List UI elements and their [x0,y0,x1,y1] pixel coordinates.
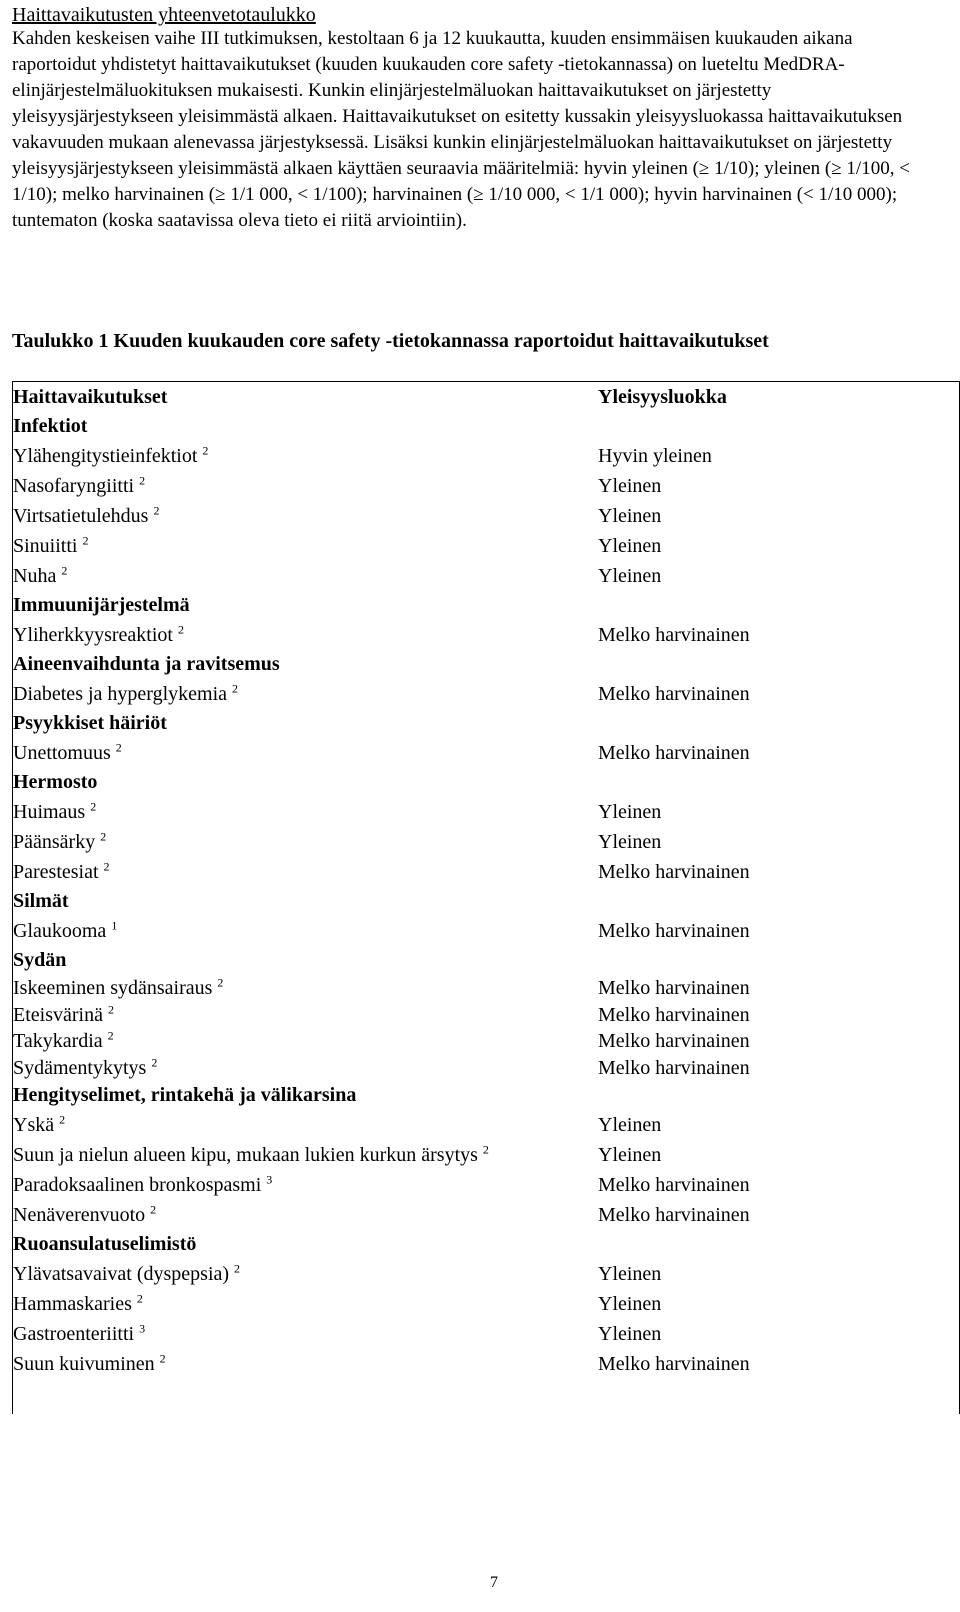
frequency-cell: Melko harvinainen [598,683,750,705]
frequency-cell: Yleinen [598,1293,662,1315]
table-row [13,1028,959,1055]
reaction-cell [13,1170,272,1200]
frequency-cell: Yleinen [598,535,662,557]
reaction-term: Diabetes ja hyperglykemia [13,683,228,705]
frequency-cell: Melko harvinainen [598,861,750,883]
footnote-ref: 2 [59,1112,66,1127]
reaction-term: Suun kuivuminen [13,1353,155,1375]
reaction-cell [13,827,106,857]
reaction-cell [13,1028,114,1055]
table-body [13,412,959,1379]
frequency-cell: Melko harvinainen [598,1003,750,1026]
reaction-term: Huimaus [13,801,86,823]
footnote-ref: 2 [136,1291,143,1306]
table-row [13,561,959,591]
table-row [13,1200,959,1230]
reaction-cell [13,1259,240,1289]
table-row [13,531,959,561]
reaction-cell [13,1110,65,1140]
footnote-ref: 1 [111,918,118,933]
table-row [13,1002,959,1029]
frequency-cell: Yleinen [598,801,662,823]
reaction-term: Päänsärky [13,831,96,853]
footnote-ref: 2 [234,1261,241,1276]
reaction-cell [13,561,67,591]
frequency-cell: Yleinen [598,1144,662,1166]
reaction-term: Sinuiitti [13,535,78,557]
reaction-cell [13,620,184,650]
category-name: Infektiot [13,415,88,437]
footnote-ref: 2 [159,1351,166,1366]
category-name: Immuunijärjestelmä [13,594,190,616]
reaction-cell [13,471,145,501]
reaction-term: Virtsatietulehdus [13,505,149,527]
reaction-term: Takykardia [13,1030,103,1052]
footnote-ref: 2 [150,1202,157,1217]
reaction-term: Nasofaryngiitti [13,475,135,497]
category-name: Hermosto [13,771,98,793]
intro-text: Kahden keskeisen vaihe III tutkimuksen, kestoltaan 6 ja 12 kuukautta, kuuden ensimmäisen kuukauden aikana raportoidut yhdistetyt haittavaikutukset (kuuden kuukauden core safety -tietokannassa) on lueteltu MedDRA-elinjärjestelmäluokituksen mukaisesti. Kunkin elinjärjestelmäluokan haittavaikutukset on järjestetty yleisyysjärjestykseen yleisimmästä alkaen. Haittavaikutukset on esitetty kussakin yleisyysluokassa haittavaikutuksen vakavuuden mukaan alenevassa järjestyksessä. Lisäksi kunkin elinjärjestelmäluokan haittavaikutukset on järjestetty yleisyysjärjestykseen yleisimmästä alkaen käyttäen seuraavia määritelmiä: hyvin yleinen (≥ 1/10); yleinen (≥ 1/100, < 1/10); melko harvinainen (≥ 1/1 000, < 1/100); harvinainen (≥ 1/10 000, < 1/1 000); hyvin harvinainen (< 1/10 000); tuntematon (koska saatavissa oleva tieto ei riitä arviointiin). [12,28,910,231]
reaction-term: Parestesiat [13,861,99,883]
reaction-cell [13,738,122,768]
reaction-term: Nuha [13,565,57,587]
frequency-cell: Melko harvinainen [598,920,750,942]
reaction-term: Unettomuus [13,742,111,764]
reaction-cell [13,857,110,887]
category-name: Hengityselimet, rintakehä ja välikarsina [13,1084,357,1106]
reaction-term: Yskä [13,1114,55,1136]
table-row [13,797,959,827]
table-row [13,738,959,768]
footnote-ref: 2 [139,473,146,488]
frequency-cell: Yleinen [598,1323,662,1345]
table-row [13,1110,959,1140]
reaction-term: Ylävatsavaivat (dyspepsia) [13,1263,230,1285]
frequency-cell: Yleinen [598,831,662,853]
reaction-term: Ylähengitystieinfektiot [13,445,198,467]
reaction-cell [13,501,159,531]
reaction-term: Yliherkkyysreaktiot [13,624,173,646]
category-name: Sydän [13,949,67,971]
footnote-ref: 2 [100,829,107,844]
category-name: Ruoansulatuselimistö [13,1233,197,1255]
category-row [13,709,959,738]
reaction-cell [13,679,238,709]
category-row [13,1081,959,1110]
frequency-cell: Yleinen [598,505,662,527]
table-row [13,975,959,1002]
frequency-cell: Melko harvinainen [598,1174,750,1196]
table-row [13,1319,959,1349]
intro-paragraph [12,26,932,234]
footnote-ref: 2 [217,975,224,990]
category-name: Psyykkiset häiriöt [13,712,167,734]
frequency-cell: Hyvin yleinen [598,445,712,467]
reaction-term: Suun ja nielun alueen kipu, mukaan lukien kurkun ärsytys [13,1144,478,1166]
footnote-ref: 2 [153,503,160,518]
table-row [13,1055,959,1082]
footnote-ref: 2 [232,681,239,696]
reaction-cell [13,531,88,561]
frequency-cell: Melko harvinainen [598,977,750,999]
frequency-cell: Melko harvinainen [598,1353,750,1375]
reaction-cell [13,916,117,946]
footnote-ref: 2 [482,1142,489,1157]
reaction-cell [13,1200,156,1230]
table-header-row [13,382,959,412]
frequency-cell: Melko harvinainen [598,1056,750,1079]
reaction-cell [13,797,96,827]
footnote-ref: 2 [107,1001,114,1016]
table-row [13,1349,959,1379]
table-row [13,1259,959,1289]
category-row [13,887,959,916]
table-row [13,857,959,887]
table-row [13,827,959,857]
footnote-ref: 2 [90,799,97,814]
category-row [13,412,959,441]
reaction-cell [13,1002,114,1029]
frequency-cell: Melko harvinainen [598,1030,750,1052]
reaction-cell [13,1319,145,1349]
reaction-term: Sydämentykytys [13,1056,147,1079]
reaction-term: Eteisvärinä [13,1003,103,1026]
table-row [13,620,959,650]
reaction-term: Nenäverenvuoto [13,1204,146,1226]
table-row [13,501,959,531]
table-caption: Taulukko 1 Kuuden kuukauden core safety -tietokannassa raportoidut haittavaikutukset [12,330,769,352]
footnote-ref: 2 [115,740,122,755]
reaction-cell [13,1289,143,1319]
reaction-cell [13,441,208,471]
footnote-ref: 2 [61,563,68,578]
category-row [13,650,959,679]
category-name: Silmät [13,890,69,912]
category-row [13,768,959,797]
adverse-reactions-table [12,381,960,1414]
footnote-ref: 2 [177,622,184,637]
frequency-cell: Yleinen [598,475,662,497]
reaction-cell [13,1055,157,1082]
footnote-ref: 2 [82,533,89,548]
footnote-ref: 2 [107,1028,114,1043]
reaction-term: Glaukooma [13,920,107,942]
table-row [13,471,959,501]
frequency-cell: Melko harvinainen [598,624,750,646]
table-row [13,916,959,946]
footnote-ref: 2 [151,1054,158,1069]
footnote-ref: 2 [202,443,209,458]
category-row [13,946,959,975]
category-name: Aineenvaihdunta ja ravitsemus [13,653,280,675]
table-row [13,1140,959,1170]
reaction-cell [13,1140,489,1170]
footnote-ref: 2 [103,859,110,874]
footnote-ref: 3 [266,1172,273,1187]
footnote-ref: 3 [139,1321,146,1336]
reaction-cell [13,1349,166,1379]
table-row [13,679,959,709]
reaction-term: Iskeeminen sydänsairaus [13,977,213,999]
frequency-cell: Melko harvinainen [598,1204,750,1226]
table-row [13,441,959,471]
column-header-reactions: Haittavaikutukset [13,386,168,408]
table-row [13,1170,959,1200]
column-header-frequency: Yleisyysluokka [598,386,727,408]
frequency-cell: Yleinen [598,1114,662,1136]
table-row [13,1289,959,1319]
frequency-cell: Yleinen [598,1263,662,1285]
reaction-term: Gastroenteriitti [13,1323,135,1345]
category-row [13,1230,959,1259]
frequency-cell: Yleinen [598,565,662,587]
reaction-term: Paradoksaalinen bronkospasmi [13,1174,262,1196]
frequency-cell: Melko harvinainen [598,742,750,764]
section-heading: Haittavaikutusten yhteenvetotaulukko [12,4,316,26]
page-number: 7 [490,1574,498,1591]
reaction-cell [13,975,223,1002]
reaction-term: Hammaskaries [13,1293,132,1315]
category-row [13,591,959,620]
